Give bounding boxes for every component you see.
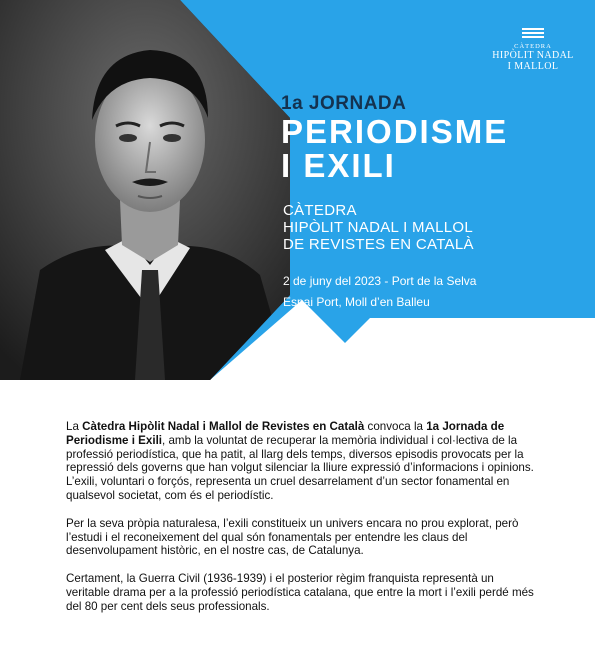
p1-bold-jornada: 1a Jornada de Periodisme i Exili [66, 420, 505, 447]
logo-label-line2: I MALLOL [507, 61, 559, 72]
subtitle [283, 202, 474, 253]
body-text [66, 420, 536, 628]
books-icon [522, 28, 544, 38]
p1-text-a: La [66, 420, 83, 433]
subtitle-line-2: HIPÒLIT NADAL I MALLOL [283, 219, 473, 236]
title-line-1: PERIODISME [281, 113, 509, 150]
catedra-logo [488, 28, 578, 72]
logo-label-line1: HIPÒLIT NADAL [492, 50, 574, 61]
subtitle-line-1: CÀTEDRA [283, 202, 357, 219]
logo-label-top: CÀTEDRA [514, 43, 552, 50]
p1-bold-catedra: Càtedra Hipòlit Nadal i Mallol de Revistes en Català [82, 420, 365, 433]
paragraph-3: Certament, la Guerra Civil (1936-1939) i el posterior règim franquista representà un veritable drama per a la professió periodística catalana, que entre la mort i l’exili perdé més del 80 per cent dels seus professionals. [66, 572, 534, 613]
paragraph-1 [66, 420, 536, 503]
event-venue: Espai Port, Moll d’en Balleu [283, 295, 430, 309]
title-line-2: I EXILI [281, 147, 396, 184]
paragraph-2: Per la seva pròpia naturalesa, l’exili constitueix un univers encara no prou explorat, però l’estudi i el reconeixement del qual són fonamentals per entendre les claus del desenvolupament històric, en el nostre cas, de Catalunya. [66, 516, 519, 558]
subtitle-line-3: DE REVISTES EN CATALÀ [283, 236, 474, 253]
p1-text-c: convoca la [364, 420, 427, 433]
event-date-place: 2 de juny del 2023 - Port de la Selva [283, 274, 477, 288]
p1-text-e: , amb la voluntat de recuperar la memòria individual i col·lectiva de la professió periodística, que ha patit, al llarg dels temps, diversos episodis provocats per la repressió dels governs que han volgut silenciar la lliure expressió d’informacions i opinions. L’exili, voluntari o forçós, representa un cruel desarrelament d’un sector fonamental en qualsevol societat, com és el periodístic. [66, 433, 534, 502]
edition-label: 1a JORNADA [281, 93, 407, 114]
